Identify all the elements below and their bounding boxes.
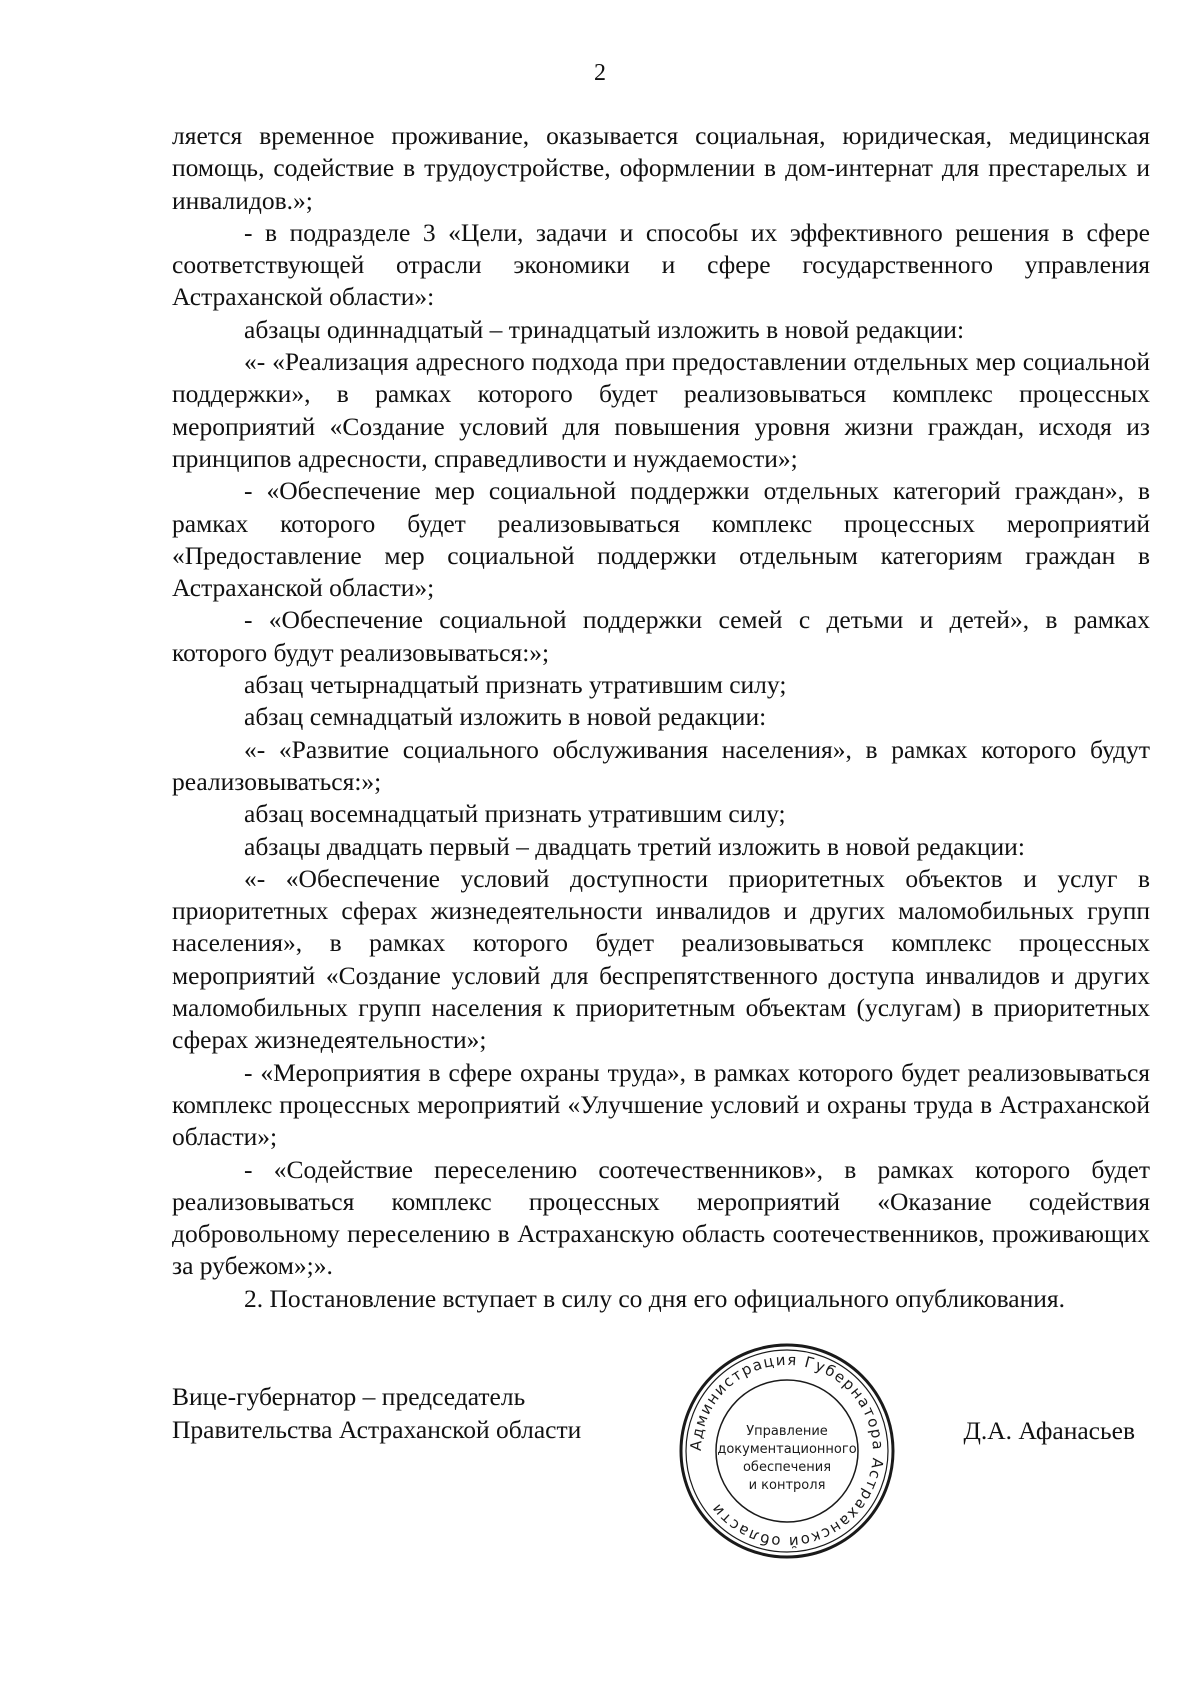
paragraph: - «Мероприятия в сфере охраны труда», в рамках которого будет реализовываться комплекс процессных мероприятий «Улучшение условий и охраны труда в Астраханской области»; [172, 1057, 1150, 1152]
signer-position-line2: Правительства Астраханской области [172, 1415, 582, 1444]
stamp-inner-line: обеспечения [742, 1460, 832, 1475]
official-stamp [676, 1340, 898, 1562]
stamp-inner-line: и контроля [748, 1478, 826, 1493]
page-number: 2 [594, 60, 606, 86]
paragraph: абзац четырнадцатый признать утратившим силу; [244, 670, 787, 700]
paragraph: ляется временное проживание, оказывается социальная, юридическая, медицинская помощь, содействие в трудоустройстве, оформлении в дом-интернат для престарелых и инвалидов.»; [172, 121, 1150, 215]
paragraph: - «Обеспечение мер социальной поддержки отдельных категорий граждан», в рамках которого будет реализовываться комплекс процессных мероприятий «Предоставление мер социальной поддержки отдельным категориям граждан в Астраханской области»; [172, 476, 1150, 603]
paragraph: - «Содействие переселению соотечественников», в рамках которого будет реализовываться комплекс процессных мероприятий «Оказание содействия добровольному переселению в Астраханскую область соотечественников, проживающих за рубежом»;». [172, 1154, 1150, 1281]
stamp-outer-text: Администрация Губернатора Астраханской области [686, 1350, 888, 1552]
paragraph: «- «Реализация адресного подхода при предоставлении отдельных мер социальной поддержки», в рамках которого будет реализовываться комплекс процессных мероприятий «Создание условий для повышения уровня жизни граждан, исходя из принципов адресности, справедливости и нуждаемости»; [172, 347, 1150, 473]
paragraph: - «Обеспечение социальной поддержки семей с детьми и детей», в рамках которого будут реализовываться:»; [172, 605, 1150, 667]
paragraph: абзацы одиннадцатый – тринадцатый изложить в новой редакции: [244, 314, 965, 344]
signature-block [172, 1380, 581, 1446]
signer-name: Д.А. Афанасьев [963, 1416, 1135, 1445]
paragraph: абзацы двадцать первый – двадцать третий изложить в новой редакции: [244, 831, 1025, 861]
signer-position-line1: Вице-губернатор – председатель [172, 1382, 526, 1411]
paragraph: «- «Развитие социального обслуживания населения», в рамках которого будут реализовываться:»; [172, 734, 1150, 796]
paragraph: абзац восемнадцатый признать утратившим силу; [244, 799, 786, 829]
document-body [172, 120, 1150, 1315]
paragraph: абзац семнадцатый изложить в новой редакции: [244, 702, 767, 732]
stamp-inner-line: документационного [717, 1442, 857, 1457]
stamp-inner-line: Управление [746, 1424, 828, 1439]
paragraph: «- «Обеспечение условий доступности приоритетных объектов и услуг в приоритетных сферах жизнедеятельности инвалидов и других маломобильных групп населения», в рамках которого будет реализовываться комплекс процессных мероприятий «Создание условий для беспрепятственного доступа инвалидов и других маломобильных групп населения к приоритетным объектам (услугам) в приоритетных сферах жизнедеятельности»; [172, 863, 1150, 1055]
paragraph: - в подразделе 3 «Цели, задачи и способы их эффективного решения в сфере соответствующей отрасли экономики и сфере государственного управления Астраханской области»: [172, 217, 1150, 312]
paragraph: 2. Постановление вступает в силу со дня его официального опубликования. [244, 1283, 1065, 1313]
stamp-seal-icon [676, 1340, 898, 1562]
